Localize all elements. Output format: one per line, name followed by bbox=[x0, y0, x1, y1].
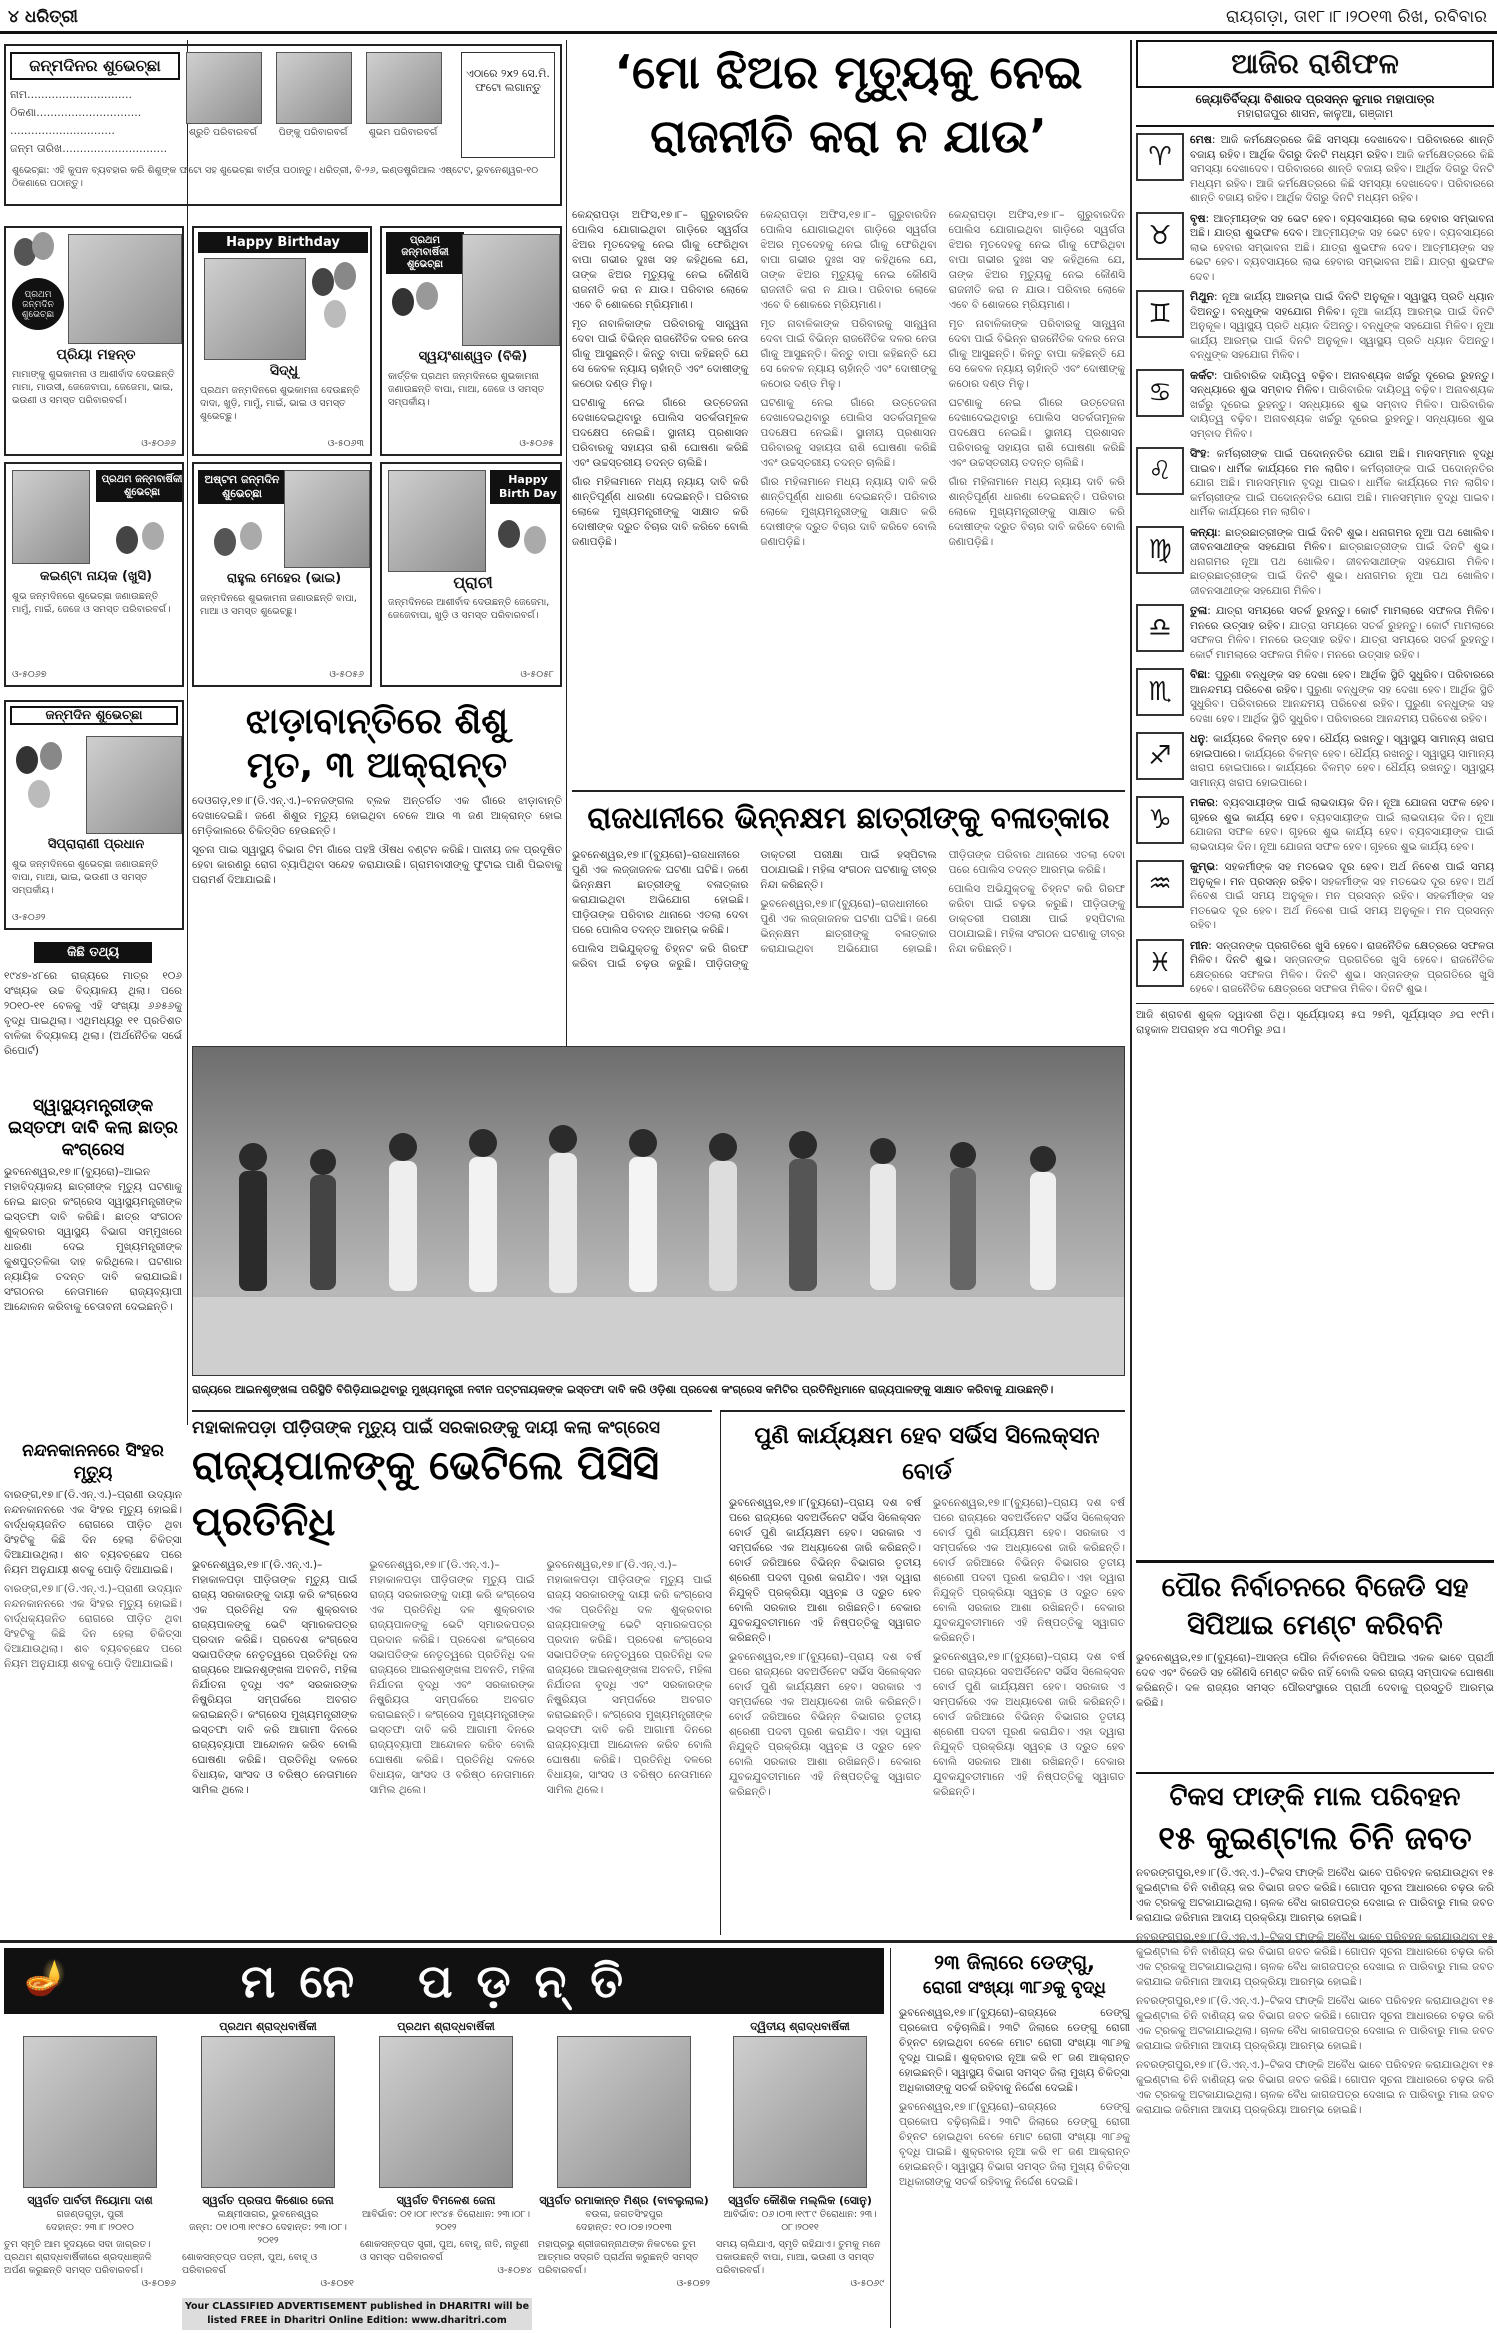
zodiac-entry: ♑ ମକର: ବ୍ୟବସାୟୀଙ୍କ ପାଇଁ ଲାଭଦାୟକ ଦିନ। ନୂଆ ଯୋଜନା ସଫଳ ହେବ। ଗୃହରେ ଶୁଭ କାର୍ଯ୍ୟ ହେବ। ବ୍ୟବସାୟୀଙ୍କ ପାଇଁ ଲାଭଦାୟକ ଦିନ। ନୂଆ ଯୋଜନା ସଫଳ ହେବ। ଗୃହରେ ଶୁଭ କାର୍ଯ୍ୟ ହେବ। ବ୍ୟବସାୟୀଙ୍କ ପାଇଁ ଲାଭଦାୟକ ଦିନ। ନୂଆ ଯୋଜନା ସଫଳ ହେବ। ଗୃହରେ ଶୁଭ କାର୍ଯ୍ୟ ହେବ। bbox=[1136, 796, 1494, 854]
child-name: କଇଣ୍ଟା ନାୟକ (ଖୁସି) bbox=[39, 569, 153, 584]
facts-box bbox=[4, 942, 182, 1092]
birthday-ad bbox=[4, 226, 184, 456]
zodiac-text: ଆଜି କର୍ମକ୍ଷେତ୍ରରେ କିଛି ସମସ୍ୟା ଦେଖାଦେବ। ପରିବାରରେ ଶାନ୍ତି ବଜାୟ ରହିବ। ଆର୍ଥିକ ଦିଗରୁ ଦିନଟି ମଧ୍ୟମ ରହିବ। bbox=[1190, 177, 1494, 204]
zodiac-text: ଆତ୍ମୀୟଙ୍କ ସହ ଭେଟ ହେବ। ବ୍ୟବସାୟରେ ଲାଭ ହେବାର ସମ୍ଭାବନା ଅଛି। ଯାତ୍ରା ଶୁଭଫଳ ଦେବ। bbox=[1190, 241, 1494, 283]
story-headline: ୧୫ କୁଇଣ୍ଟାଲ ଚିନି ଜବତ bbox=[1158, 1819, 1472, 1857]
memorial-note: ଶୋକସନ୍ତପ୍ତ ପତ୍ନୀ, ପୁଅ, ବୋହୂ ଓ ପରିବାରବର୍ଗ bbox=[182, 2252, 318, 2276]
memorial-date: ଦେହାନ୍ତ: ୨୩।୮।୨୦୧୦ bbox=[46, 2222, 134, 2233]
balloon-icon bbox=[240, 522, 262, 550]
child-photo bbox=[388, 470, 486, 572]
story-ssb bbox=[720, 1410, 1125, 1935]
photo-caption: ରାଜ୍ୟରେ ଆଇନଶୃଙ୍ଖଳା ପରିସ୍ଥିତି ବିଗିଡ଼ିଯାଇଥିବାରୁ ମୁଖ୍ୟମନ୍ତ୍ରୀ ନବୀନ ପଟ୍ଟନାୟକଙ୍କ ଇସ୍ତଫା ଦାବି କରି ଓଡ଼ିଶା ପ୍ରଦେଶ କଂଗ୍ରେସ କମିଟିର ପ୍ରତିନିଧିମାନେ ରାଜ୍ୟପାଳଙ୍କୁ ସାକ୍ଷାତ କରିବାକୁ ଯାଉଛନ୍ତି। bbox=[192, 1383, 1054, 1396]
zodiac-name: ମୀନ bbox=[1190, 938, 1209, 952]
balloon-icon bbox=[116, 526, 138, 554]
child-name: ସିଦ୍ଧୁ bbox=[269, 363, 299, 379]
zodiac-name: ଧନୁ bbox=[1190, 732, 1206, 745]
birthday-banner: ପ୍ରଥମ ଜନ୍ମଦିନ ଶୁଭେଚ୍ଛା bbox=[12, 278, 64, 330]
child-photo bbox=[12, 470, 90, 564]
zodiac-text: ଯାତ୍ରା ସମୟରେ ସତର୍କ ରୁହନ୍ତୁ। କୋର୍ଟ ମାମଲାରେ ସଫଳତା ମିଳିବ। ମନରେ ଉତ୍ସାହ ରହିବ। bbox=[1190, 634, 1494, 661]
aquarius-icon: ♒ bbox=[1136, 860, 1184, 908]
story-paragraph: ଘଟଣାକୁ ନେଇ ଗାଁରେ ଉତ୍ତେଜନା ଦେଖାଦେଇଥିବାରୁ ପୋଲିସ ସତର୍କତାମୂଳକ ପଦକ୍ଷେପ ନେଇଛି। ସ୍ଥାନୀୟ ପ୍ରଶାସନ ପରିବାରକୁ ସହାୟତା ରାଶି ଘୋଷଣା କରିଛି ଏବଂ ଉଚ୍ଚସ୍ତରୀୟ ତଦନ୍ତ ଚାଲିଛି। bbox=[572, 397, 749, 469]
child-photo bbox=[86, 736, 182, 834]
sample-caption: ଶୁଭମ ପରିବାରବର୍ଗ bbox=[368, 127, 438, 138]
ad-code: ଓ-୫୦୭୪ bbox=[497, 2265, 532, 2276]
child-photo bbox=[204, 258, 306, 360]
story-headline: ପୁଣି କାର୍ଯ୍ୟକ୍ଷମ ହେବ ସର୍ଭିସ ସିଲେକ୍ସନ ବୋର୍ଡ bbox=[754, 1423, 1100, 1485]
zodiac-text: ଯାତ୍ରା ସମୟରେ ସତର୍କ ରୁହନ୍ତୁ। କୋର୍ଟ ମାମଲାରେ ସଫଳତା ମିଳିବ। ମନରେ ଉତ୍ସାହ ରହିବ। bbox=[1190, 605, 1494, 632]
aries-icon: ♈ bbox=[1136, 133, 1184, 181]
story-headline: ଟିକସ ଫାଙ୍କି ମାଲ ପରିବହନ bbox=[1169, 1782, 1461, 1812]
ad-code: ଓ-୫୦୬୨ bbox=[12, 912, 46, 923]
memorial-place: ଗଜଣ୍ଡଗୁଡ଼ା, ପୁରୀ bbox=[56, 2209, 124, 2220]
zodiac-name: କନ୍ୟା bbox=[1190, 525, 1218, 539]
sample-photo bbox=[186, 52, 262, 124]
capricorn-icon: ♑ bbox=[1136, 796, 1184, 844]
column-rule bbox=[1130, 40, 1132, 1920]
memorial-note: ଶୋକସନ୍ତପ୍ତ ସ୍ତ୍ରୀ, ପୁଅ, ବୋହୂ, ନାତି, ନାତୁଣୀ ଓ ସମସ୍ତ ପରିବାରବର୍ଗ bbox=[360, 2239, 529, 2263]
story-body: ଭୁବନେଶ୍ୱର,୧୭।୮(ବ୍ୟୁରୋ)–ଆଇନ ମହାବିଦ୍ୟାଳୟ ଛାତ୍ରୀଙ୍କ ମୃତ୍ୟୁ ଘଟଣାକୁ ନେଇ ଛାତ୍ର କଂଗ୍ରେସ ସ୍ୱାସ୍ଥ୍ୟମନ୍ତ୍ରୀଙ୍କ ଇସ୍ତଫା ଦାବି କରିଛି। ଛାତ୍ର ସଂଗଠନ ଶୁକ୍ରବାର ସ୍ୱାସ୍ଥ୍ୟ ବିଭାଗ ସମ୍ମୁଖରେ ଧାରଣା ଦେଇ ମୁଖ୍ୟମନ୍ତ୍ରୀଙ୍କ କୁଶପୁତ୍ତଳିକା ଦାହ କରିଥିଲେ। ଘଟଣାର ନ୍ୟାୟିକ ତଦନ୍ତ ଦାବି କରାଯାଇଛି। ସଂଗଠନର ନେତାମାନେ ରାଜ୍ୟବ୍ୟାପୀ ଆନ୍ଦୋଳନ କରିବାକୁ ଚେତାବନୀ ଦେଇଛନ୍ତି। bbox=[4, 1166, 182, 1313]
story-pcc bbox=[192, 1410, 712, 1935]
zodiac-name: ବୃଷ bbox=[1190, 211, 1206, 225]
birthday-ad bbox=[380, 462, 562, 687]
birthday-banner: ପ୍ରଥମ ଜନ୍ମବାର୍ଷିକୀ ଶୁଭେଚ୍ଛା bbox=[96, 470, 184, 502]
balloon-icon bbox=[324, 300, 346, 328]
zodiac-text: ଛାତ୍ରଛାତ୍ରୀଙ୍କ ପାଇଁ ଦିନଟି ଶୁଭ। ଧନାଗମର ନୂଆ ପଥ ଖୋଲିବ। ଜୀବନସାଥୀଙ୍କ ସହଯୋଗ ମିଳିବ। bbox=[1190, 570, 1494, 597]
birthday-ad bbox=[192, 226, 372, 456]
memorial-place: ଲକ୍ଷ୍ମୀସାଗର, ଭୁବନେଶ୍ୱର bbox=[217, 2209, 319, 2220]
story-capital-crime bbox=[572, 790, 1125, 1040]
ad-code: ଓ-୫୦୫୮ bbox=[520, 669, 554, 680]
child-name: ସିପ୍ରାରାଣୀ ପ୍ରଧାନ bbox=[47, 837, 145, 852]
ad-code: ଓ-୫୦୬୭ bbox=[12, 669, 47, 680]
zodiac-name: କର୍କଟ bbox=[1190, 368, 1214, 382]
child-name: ସ୍ୱୟଂଶାଶ୍ୱତ (ବିକି) bbox=[418, 349, 528, 364]
zodiac-text: କାର୍ଯ୍ୟରେ ବିଳମ୍ବ ହେବ। ଧୈର୍ଯ୍ୟ ରଖନ୍ତୁ। ସ୍ୱାସ୍ଥ୍ୟ ସାମାନ୍ୟ ଖରାପ ହୋଇପାରେ। bbox=[1190, 733, 1494, 760]
portrait-photo bbox=[23, 2036, 157, 2188]
story-headline: ସ୍ୱାସ୍ଥ୍ୟମନ୍ତ୍ରୀଙ୍କ ଇସ୍ତଫା ଦାବି କଲା ଛାତ୍ର କଂଗ୍ରେସ bbox=[8, 1096, 178, 1160]
memorial-date: ଆବିର୍ଭାବ: ୦୧।୦୮।୧୯୪୫ ତିରୋଧାନ: ୨୩।୦୮।୨୦୧୨ bbox=[362, 2209, 530, 2233]
story-headline: ଝାଡ଼ାବାନ୍ତିରେ ଶିଶୁ bbox=[245, 701, 509, 742]
balloon-icon bbox=[312, 268, 334, 296]
story-headline: ରୋଗୀ ସଂଖ୍ୟା ୩୮୬କୁ ବୃଦ୍ଧି bbox=[923, 1978, 1106, 1998]
gemini-icon: ♊ bbox=[1136, 290, 1184, 338]
ad-code: ଓ-୫୦୭୧ bbox=[320, 2278, 354, 2289]
zodiac-text: ପୁରୁଣା ବନ୍ଧୁଙ୍କ ସହ ଦେଖା ହେବ। ଆର୍ଥିକ ସ୍ଥିତି ସୁଧୁରିବ। ପରିବାରରେ ଆନନ୍ଦମୟ ପରିବେଶ ରହିବ। bbox=[1190, 683, 1494, 710]
zodiac-name: କୁମ୍ଭ bbox=[1190, 860, 1216, 873]
ad-blurb: ଶୁଭ ଜନ୍ମଦିନରେ ଶୁଭେଚ୍ଛା ଜଣାଉଛନ୍ତି ବାପା, ମାଆ, ଭାଇ, ଭଉଣୀ ଓ ସମସ୍ତ ସମ୍ପର୍କୀୟ। bbox=[12, 859, 159, 896]
zodiac-text: ଆଜି କର୍ମକ୍ଷେତ୍ରରେ କିଛି ସମସ୍ୟା ଦେଖାଦେବ। ପରିବାରରେ ଶାନ୍ତି ବଜାୟ ରହିବ। ଆର୍ଥିକ ଦିଗରୁ ଦିନଟି ମଧ୍ୟମ ରହିବ। bbox=[1190, 134, 1494, 161]
zodiac-text: ସହକର୍ମୀଙ୍କ ସହ ମତଭେଦ ଦୂର ହେବ। ଅର୍ଥ ନିବେଶ ପାଇଁ ସମୟ ଅନୁକୂଳ। ମନ ପ୍ରସନ୍ନ ରହିବ। bbox=[1190, 875, 1494, 902]
child-name: ପ୍ରାଚୀ bbox=[453, 573, 493, 592]
classified-note bbox=[182, 2298, 532, 2330]
story-paragraph: ଗାଁର ମହିଳାମାନେ ମଧ୍ୟ ନ୍ୟାୟ ଦାବି କରି ଶାନ୍ତିପୂର୍ଣ୍ଣ ଧାରଣା ଦେଇଛନ୍ତି। ପରିବାର ଲୋକେ ମୁଖ୍ୟମନ୍ତ୍ରୀଙ୍କୁ ସାକ୍ଷାତ କରି ଦୋଷୀଙ୍କ ଦ୍ରୁତ ବିଚାର ଦାବି କରିବେ ବୋଲି ଜଣାପଡ଼ିଛି। bbox=[948, 476, 1125, 548]
story-paragraph: ଭୁବନେଶ୍ୱର,୧୭।୮(ଡି.ଏନ୍.ଏ.)–ମହାକାଳପଡ଼ା ପୀଡ଼ିତାଙ୍କ ମୃତ୍ୟୁ ପାଇଁ ରାଜ୍ୟ ସରକାରଙ୍କୁ ଦାୟୀ କରି କଂଗ୍ରେସ ଏକ ପ୍ରତିନିଧି ଦଳ ଶୁକ୍ରବାର ରାଜ୍ୟପାଳଙ୍କୁ ଭେଟି ସ୍ମାରକପତ୍ର ପ୍ରଦାନ କରିଛି। ପ୍ରଦେଶ କଂଗ୍ରେସ ସଭାପତିଙ୍କ ନେତୃତ୍ୱରେ ପ୍ରତିନିଧି ଦଳ ରାଜ୍ୟରେ ଆଇନଶୃଙ୍ଖଳା ଅବନତି, ମହିଳା ନିର୍ଯାତନା ବୃଦ୍ଧି ଏବଂ ସରକାରଙ୍କ ନିଷ୍କ୍ରିୟତା ସମ୍ପର୍କରେ ଅବଗତ କରାଇଛନ୍ତି। କଂଗ୍ରେସ ମୁଖ୍ୟମନ୍ତ୍ରୀଙ୍କ ଇସ୍ତଫା ଦାବି କରି ଆଗାମୀ ଦିନରେ ରାଜ୍ୟବ୍ୟାପୀ ଆନ୍ଦୋଳନ କରିବ ବୋଲି ଘୋଷଣା କରିଛି। ପ୍ରତିନିଧି ଦଳରେ ବିଧାୟକ, ସାଂସଦ ଓ ବରିଷ୍ଠ ନେତାମାନେ ସାମିଲ ଥିଲେ। bbox=[192, 1559, 358, 1796]
coupon-title: ଜନ୍ମଦିନର ଶୁଭେଚ୍ଛା bbox=[10, 52, 180, 80]
story-headline: ରାଜଧାନୀରେ ଭିନ୍ନକ୍ଷମ ଛାତ୍ରୀଙ୍କୁ ବଳାତ୍କାର bbox=[587, 801, 1110, 836]
ad-code: ଓ-୫୦୬୩ bbox=[327, 438, 364, 449]
ad-blurb: ଶୁଭ ଜନ୍ମଦିନରେ ଶୁଭେଚ୍ଛା ଜଣାଉଛନ୍ତି ମାମୁଁ, ମାଇଁ, ଜେଜେ ଓ ସମସ୍ତ ପରିବାରବର୍ଗ। bbox=[12, 591, 171, 615]
balloon-icon bbox=[214, 528, 236, 556]
facts-body: ୧୯୪୭-୪୮ରେ ରାଜ୍ୟରେ ମାତ୍ର ୧୦୬ ସଂଖ୍ୟକ ଉଚ୍ଚ ବିଦ୍ୟାଳୟ ଥିଲା। ପରେ ୨୦୧୦-୧୧ ବେଳକୁ ଏହି ସଂଖ୍ୟା ୬୬୫୬କୁ ବୃଦ୍ଧି ପାଇଥିଲା। ଏଥିମଧ୍ୟରୁ ୧୧ ପ୍ରତିଶତ ବାଳିକା ବିଦ୍ୟାଳୟ ଥିଲା। (ଅର୍ଥନୈତିକ ସର୍ଭେ ରିପୋର୍ଟ) bbox=[4, 970, 182, 1057]
balloon-icon bbox=[498, 520, 520, 548]
story-headline: ୨୩ ଜିଲାରେ ଡେଙ୍ଗୁ, bbox=[934, 1950, 1095, 1974]
story-paragraph: ମୃତ ନାବାଳିକାଙ୍କ ପରିବାରକୁ ସାନ୍ତ୍ୱନା ଦେବା ପାଇଁ ବିଭିନ୍ନ ରାଜନୈତିକ ଦଳର ନେତା ଗାଁକୁ ଆସୁଛନ୍ତି। କିନ୍ତୁ ବାପା କହିଛନ୍ତି ଯେ ସେ କେବଳ ନ୍ୟାୟ ଚାହାଁନ୍ତି ଏବଂ ଦୋଷୀଙ୍କୁ କଠୋର ଦଣ୍ଡ ମିଳୁ। bbox=[572, 318, 749, 390]
child-photo bbox=[462, 234, 560, 346]
memorial-name: ସ୍ୱର୍ଗତ ରମାକାନ୍ତ ମିଶ୍ର (ବାବଲୁଲାଲ) bbox=[539, 2194, 709, 2207]
birthday-ad bbox=[4, 462, 184, 687]
balloon-icon bbox=[142, 522, 164, 550]
child-name: ପ୍ରିୟା ମହନ୍ତ bbox=[56, 347, 136, 363]
zodiac-text: ପୁରୁଣା ବନ୍ଧୁଙ୍କ ସହ ଦେଖା ହେବ। ଆର୍ଥିକ ସ୍ଥିତି ସୁଧୁରିବ। ପରିବାରରେ ଆନନ୍ଦମୟ ପରିବେଶ ରହିବ। bbox=[1190, 669, 1494, 696]
zodiac-text: ନୂଆ କାର୍ଯ୍ୟ ଆରମ୍ଭ ପାଇଁ ଦିନଟି ଅନୁକୂଳ। ସ୍ୱାସ୍ଥ୍ୟ ପ୍ରତି ଧ୍ୟାନ ଦିଅନ୍ତୁ। ବନ୍ଧୁଙ୍କ ସହଯୋଗ ମିଳିବ। bbox=[1190, 305, 1494, 332]
story-paragraph: ଭୁବନେଶ୍ୱର,୧୭।୮(ବ୍ୟୁରୋ)–ରାଜ୍ୟରେ ଡେଙ୍ଗୁ ପ୍ରକୋପ ବଢ଼ିଚାଲିଛି। ୨୩ଟି ଜିଲାରେ ଡେଙ୍ଗୁ ରୋଗୀ ଚିହ୍ନଟ ହୋଇଥିବା ବେଳେ ମୋଟ ରୋଗୀ ସଂଖ୍ୟା ୩୮୬କୁ ବୃଦ୍ଧି ପାଇଛି। ଶୁକ୍ରବାର ନୂଆ କରି ୧୮ ଜଣ ଆକ୍ରାନ୍ତ ହୋଇଛନ୍ତି। ସ୍ୱାସ୍ଥ୍ୟ ବିଭାଗ ସମସ୍ତ ଜିଲା ମୁଖ୍ୟ ଚିକିତ୍ସା ଅଧିକାରୀଙ୍କୁ ସତର୍କ ରହିବାକୁ ନିର୍ଦ୍ଦେଶ ଦେଇଛି। bbox=[899, 2007, 1130, 2094]
zodiac-entry: ♏ ବିଛା: ପୁରୁଣା ବନ୍ଧୁଙ୍କ ସହ ଦେଖା ହେବ। ଆର୍ଥିକ ସ୍ଥିତି ସୁଧୁରିବ। ପରିବାରରେ ଆନନ୍ଦମୟ ପରିବେଶ ରହିବ। ପୁରୁଣା ବନ୍ଧୁଙ୍କ ସହ ଦେଖା ହେବ। ଆର୍ଥିକ ସ୍ଥିତି ସୁଧୁରିବ। ପରିବାରରେ ଆନନ୍ଦମୟ ପରିବେଶ ରହିବ। ପୁରୁଣା ବନ୍ଧୁଙ୍କ ସହ ଦେଖା ହେବ। ଆର୍ଥିକ ସ୍ଥିତି ସୁଧୁରିବ। ପରିବାରରେ ଆନନ୍ଦମୟ ପରିବେଶ ରହିବ। bbox=[1136, 668, 1494, 726]
balloon-icon bbox=[524, 526, 546, 554]
zodiac-entry: ♓ ମୀନ: ସନ୍ତାନଙ୍କ ପ୍ରଗତିରେ ଖୁସି ହେବେ। ରାଜନୈତିକ କ୍ଷେତ୍ରରେ ସଫଳତା ମିଳିବ। ଦିନଟି ଶୁଭ। ସନ୍ତାନଙ୍କ ପ୍ରଗତିରେ ଖୁସି ହେବେ। ରାଜନୈତିକ କ୍ଷେତ୍ରରେ ସଫଳତା ମିଳିବ। ଦିନଟି ଶୁଭ। ସନ୍ତାନଙ୍କ ପ୍ରଗତିରେ ଖୁସି ହେବେ। ରାଜନୈତିକ କ୍ଷେତ୍ରରେ ସଫଳତା ମିଳିବ। ଦିନଟି ଶୁଭ। bbox=[1136, 939, 1494, 997]
ad-blurb: ଜନ୍ମଦିନରେ ଶୁଭକାମନା ଜଣାଉଛନ୍ତି ବାପା, ମାଆ ଓ ସମସ୍ତ ଶୁଭେଚ୍ଛୁ। bbox=[200, 593, 357, 617]
zodiac-entry: ♌ ସିଂହ: କର୍ମଚାରୀଙ୍କ ପାଇଁ ପଦୋନ୍ନତିର ଯୋଗ ଅଛି। ମାନସମ୍ମାନ ବୃଦ୍ଧି ପାଇବ। ଧାର୍ମିକ କାର୍ଯ୍ୟରେ ମନ ଲାଗିବ। କର୍ମଚାରୀଙ୍କ ପାଇଁ ପଦୋନ୍ନତିର ଯୋଗ ଅଛି। ମାନସମ୍ମାନ ବୃଦ୍ଧି ପାଇବ। ଧାର୍ମିକ କାର୍ଯ୍ୟରେ ମନ ଲାଗିବ। କର୍ମଚାରୀଙ୍କ ପାଇଁ ପଦୋନ୍ନତିର ଯୋଗ ଅଛି। ମାନସମ୍ମାନ ବୃଦ୍ଧି ପାଇବ। ଧାର୍ମିକ କାର୍ଯ୍ୟରେ ମନ ଲାଗିବ। bbox=[1136, 447, 1494, 520]
zodiac-entry: ♋ କର୍କଟ: ପାରିବାରିକ ଦାୟିତ୍ୱ ବଢ଼ିବ। ଅନାବଶ୍ୟକ ଖର୍ଚ୍ଚରୁ ଦୂରେଇ ରୁହନ୍ତୁ। ସନ୍ଧ୍ୟାରେ ଶୁଭ ସମ୍ବାଦ ମିଳିବ। ପାରିବାରିକ ଦାୟିତ୍ୱ ବଢ଼ିବ। ଅନାବଶ୍ୟକ ଖର୍ଚ୍ଚରୁ ଦୂରେଇ ରୁହନ୍ତୁ। ସନ୍ଧ୍ୟାରେ ଶୁଭ ସମ୍ବାଦ ମିଳିବ। ପାରିବାରିକ ଦାୟିତ୍ୱ ବଢ଼ିବ। ଅନାବଶ୍ୟକ ଖର୍ଚ୍ଚରୁ ଦୂରେଇ ରୁହନ୍ତୁ। ସନ୍ଧ୍ୟାରେ ଶୁଭ ସମ୍ବାଦ ମିଳିବ। bbox=[1136, 369, 1494, 442]
story-headline: ରାଜ୍ୟପାଳଙ୍କୁ ଭେଟିଲେ ପିସିସି ପ୍ରତିନିଧି bbox=[192, 1443, 660, 1545]
zodiac-entry: ♉ ବୃଷ: ଆତ୍ମୀୟଙ୍କ ସହ ଭେଟ ହେବ। ବ୍ୟବସାୟରେ ଲାଭ ହେବାର ସମ୍ଭାବନା ଅଛି। ଯାତ୍ରା ଶୁଭଫଳ ଦେବ। ଆତ୍ମୀୟଙ୍କ ସହ ଭେଟ ହେବ। ବ୍ୟବସାୟରେ ଲାଭ ହେବାର ସମ୍ଭାବନା ଅଛି। ଯାତ୍ରା ଶୁଭଫଳ ଦେବ। ଆତ୍ମୀୟଙ୍କ ସହ ଭେଟ ହେବ। ବ୍ୟବସାୟରେ ଲାଭ ହେବାର ସମ୍ଭାବନା ଅଛି। ଯାତ୍ରା ଶୁଭଫଳ ଦେବ। bbox=[1136, 212, 1494, 285]
zodiac-entry: ♈ ମେଷ: ଆଜି କର୍ମକ୍ଷେତ୍ରରେ କିଛି ସମସ୍ୟା ଦେଖାଦେବ। ପରିବାରରେ ଶାନ୍ତି ବଜାୟ ରହିବ। ଆର୍ଥିକ ଦିଗରୁ ଦିନଟି ମଧ୍ୟମ ରହିବ। ଆଜି କର୍ମକ୍ଷେତ୍ରରେ କିଛି ସମସ୍ୟା ଦେଖାଦେବ। ପରିବାରରେ ଶାନ୍ତି ବଜାୟ ରହିବ। ଆର୍ଥିକ ଦିଗରୁ ଦିନଟି ମଧ୍ୟମ ରହିବ। ଆଜି କର୍ମକ୍ଷେତ୍ରରେ କିଛି ସମସ୍ୟା ଦେଖାଦେବ। ପରିବାରରେ ଶାନ୍ତି ବଜାୟ ରହିବ। ଆର୍ଥିକ ଦିଗରୁ ଦିନଟି ମଧ୍ୟମ ରହିବ। bbox=[1136, 133, 1494, 206]
story-paragraph: ବାରଙ୍ଗ,୧୭।୮(ଡି.ଏନ୍.ଏ.)–ପ୍ରାଣୀ ଉଦ୍ୟାନ ନନ୍ଦନକାନନରେ ଏକ ସିଂହର ମୃତ୍ୟୁ ହୋଇଛି। ବାର୍ଦ୍ଧକ୍ୟଜନିତ ରୋଗରେ ପୀଡ଼ିତ ଥିବା ସିଂହଟିକୁ କିଛି ଦିନ ହେଲା ଚିକିତ୍ସା ଦିଆଯାଉଥିଲା। ଶବ ବ୍ୟବଚ୍ଛେଦ ପରେ ନିୟମ ଅନୁଯାୟୀ ଶବକୁ ପୋଡ଼ି ଦିଆଯାଇଛି। bbox=[4, 1583, 182, 1670]
ad-blurb: କାର୍ତ୍ତିକ ପ୍ରଥମ ଜନ୍ମଦିନରେ ଶୁଭକାମନା ଜଣାଉଛନ୍ତି ବାପା, ମାଆ, ଜେଜେ ଓ ସମସ୍ତ ସମ୍ପର୍କୀୟ। bbox=[388, 371, 545, 408]
portrait-photo bbox=[379, 2036, 513, 2188]
zodiac-text: ଆତ୍ମୀୟଙ୍କ ସହ ଭେଟ ହେବ। ବ୍ୟବସାୟରେ ଲାଭ ହେବାର ସମ୍ଭାବନା ଅଛି। ଯାତ୍ରା ଶୁଭଫଳ ଦେବ। bbox=[1190, 212, 1494, 239]
portrait-photo bbox=[201, 2036, 335, 2188]
story-students-congress bbox=[4, 1095, 182, 1435]
zodiac-text: କର୍ମଚାରୀଙ୍କ ପାଇଁ ପଦୋନ୍ନତିର ଯୋଗ ଅଛି। ମାନସମ୍ମାନ ବୃଦ୍ଧି ପାଇବ। ଧାର୍ମିକ କାର୍ଯ୍ୟରେ ମନ ଲାଗିବ। bbox=[1190, 448, 1494, 475]
story-paragraph: ସୂଚନା ପାଇ ସ୍ୱାସ୍ଥ୍ୟ ବିଭାଗ ଟିମ ଗାଁରେ ପହଞ୍ଚି ଔଷଧ ବଣ୍ଟନ କରିଛି। ପାନୀୟ ଜଳ ପ୍ରଦୂଷିତ ହେବା କାରଣରୁ ରୋଗ ବ୍ୟାପିଥିବା ସନ୍ଦେହ କରାଯାଉଛି। ଗ୍ରାମବାସୀଙ୍କୁ ଫୁଟାଇ ପାଣି ପିଇବାକୁ ପରାମର୍ଶ ଦିଆଯାଇଛି। bbox=[192, 844, 562, 886]
memorial-label bbox=[538, 2020, 710, 2036]
zodiac-entry: ♍ କନ୍ୟା: ଛାତ୍ରଛାତ୍ରୀଙ୍କ ପାଇଁ ଦିନଟି ଶୁଭ। ଧନାଗମର ନୂଆ ପଥ ଖୋଲିବ। ଜୀବନସାଥୀଙ୍କ ସହଯୋଗ ମିଳିବ। ଛାତ୍ରଛାତ୍ରୀଙ୍କ ପାଇଁ ଦିନଟି ଶୁଭ। ଧନାଗମର ନୂଆ ପଥ ଖୋଲିବ। ଜୀବନସାଥୀଙ୍କ ସହଯୋଗ ମିଳିବ। ଛାତ୍ରଛାତ୍ରୀଙ୍କ ପାଇଁ ଦିନଟି ଶୁଭ। ଧନାଗମର ନୂଆ ପଥ ଖୋଲିବ। ଜୀବନସାଥୀଙ୍କ ସହଯୋଗ ମିଳିବ। bbox=[1136, 526, 1494, 599]
horoscope bbox=[1136, 40, 1494, 1560]
birthday-coupon bbox=[4, 44, 562, 206]
story-dengue bbox=[890, 1948, 1130, 2328]
ad-blurb: ପ୍ରଥମ ଜନ୍ମଦିନରେ ଶୁଭକାମନା ଦେଉଛନ୍ତି ଦାଦା, ଖୁଡ଼ି, ମାମୁଁ, ମାଇଁ, ଭାଇ ଓ ସମସ୍ତ ଶୁଭେଚ୍ଛୁ। bbox=[200, 385, 360, 422]
ad-code: ଓ-୫୦୭୬ bbox=[141, 2278, 176, 2289]
story-headline: ମୃତ, ୩ ଆକ୍ରାନ୍ତ bbox=[246, 745, 508, 786]
memorial-date: ଜନ୍ମ: ୦୧।୦୩।୧୯୫୦ ଦେହାନ୍ତ: ୨୩।୦୮।୨୦୧୨ bbox=[189, 2222, 347, 2246]
child-photo bbox=[68, 234, 182, 344]
memorial-name: ସ୍ୱର୍ଗତ ବିମଳେଶ ଜେନା bbox=[396, 2194, 496, 2207]
page-label: ୪ ଧରିତ୍ରୀ bbox=[8, 7, 78, 27]
zodiac-text: ନୂଆ କାର୍ଯ୍ୟ ଆରମ୍ଭ ପାଇଁ ଦିନଟି ଅନୁକୂଳ। ସ୍ୱାସ୍ଥ୍ୟ ପ୍ରତି ଧ୍ୟାନ ଦିଅନ୍ତୁ। ବନ୍ଧୁଙ୍କ ସହଯୋଗ ମିଳିବ। bbox=[1190, 320, 1494, 361]
story-paragraph: ପୋଲିସ ଅଭିଯୁକ୍ତକୁ ଚିହ୍ନଟ କରି ଗିରଫ କରିବା ପାଇଁ ଚଢ଼ଉ କରୁଛି। ପୀଡ଼ିତାଙ୍କୁ ଡାକ୍ତରୀ ପରୀକ୍ଷା ପାଇଁ ହସ୍ପିଟାଲ ପଠାଯାଇଛି। ମହିଳା ସଂଗଠନ ଘଟଣାକୁ ତୀବ୍ର ନିନ୍ଦା କରିଛନ୍ତି। bbox=[948, 883, 1125, 955]
zodiac-text: କର୍ମଚାରୀଙ୍କ ପାଇଁ ପଦୋନ୍ନତିର ଯୋଗ ଅଛି। ମାନସମ୍ମାନ ବୃଦ୍ଧି ପାଇବ। ଧାର୍ମିକ କାର୍ଯ୍ୟରେ ମନ ଲାଗିବ। bbox=[1190, 491, 1494, 518]
story-paragraph: କେନ୍ଦ୍ରାପଡ଼ା ଅଫିସ,୧୭।୮– ଗୁରୁବାରଦିନ ପୋଲିସ ଯୋଗାଇଥିବା ଗାଡ଼ିରେ ସ୍ୱର୍ଗତା ଝିଅର ମୃତଦେହକୁ ନେଇ ଗାଁକୁ ଫେରିଥିବା ବାପା ଗଭୀର ଦୁଃଖ ସହ କହିଥିଲେ ଯେ, ତାଙ୍କ ଝିଅର ମୃତ୍ୟୁକୁ ନେଇ କୌଣସି ରାଜନୀତି କରା ନ ଯାଉ। ପରିବାର ଲୋକେ ଏବେ ବି ଶୋକରେ ମ୍ରିୟମାଣ। bbox=[948, 209, 1125, 311]
birthday-banner: ଅଷ୍ଟମ ଜନ୍ମଦିନ ଶୁଭେଚ୍ଛା bbox=[198, 470, 286, 504]
memorial-name: ସ୍ୱର୍ଗତ ପାର୍ବତୀ ନିୟୋମା ଦାଶ bbox=[27, 2194, 153, 2207]
zodiac-text: ପାରିବାରିକ ଦାୟିତ୍ୱ ବଢ଼ିବ। ଅନାବଶ୍ୟକ ଖର୍ଚ୍ଚରୁ ଦୂରେଇ ରୁହନ୍ତୁ। ସନ୍ଧ୍ୟାରେ ଶୁଭ ସମ୍ବାଦ ମିଳିବ। bbox=[1190, 369, 1494, 396]
memorial-label: ଦ୍ୱିତୀୟ ଶ୍ରାଦ୍ଧବାର୍ଷିକୀ bbox=[750, 2020, 850, 2033]
story-kicker: ମହାକାଳପଡ଼ା ପୀଡ଼ିତାଙ୍କ ମୃତ୍ୟୁ ପାଇଁ ସରକାରଙ୍କୁ ଦାୟୀ କଲା କଂଗ୍ରେସ bbox=[192, 1418, 660, 1438]
story-civic-polls bbox=[1136, 1560, 1494, 1760]
ad-code: ଓ-୫୦୫୬ bbox=[329, 669, 364, 680]
zodiac-text: ନୂଆ କାର୍ଯ୍ୟ ଆରମ୍ଭ ପାଇଁ ଦିନଟି ଅନୁକୂଳ। ସ୍ୱାସ୍ଥ୍ୟ ପ୍ରତି ଧ୍ୟାନ ଦିଅନ୍ତୁ। ବନ୍ଧୁଙ୍କ ସହଯୋଗ ମିଳିବ। bbox=[1190, 291, 1494, 318]
portrait-photo bbox=[557, 2036, 691, 2188]
zodiac-text: ପାରିବାରିକ ଦାୟିତ୍ୱ ବଢ଼ିବ। ଅନାବଶ୍ୟକ ଖର୍ଚ୍ଚରୁ ଦୂରେଇ ରୁହନ୍ତୁ। ସନ୍ଧ୍ୟାରେ ଶୁଭ ସମ୍ବାଦ ମିଳିବ। bbox=[1190, 398, 1494, 440]
memorial-place: ବଉଳା, ଜଗତସିଂହପୁର bbox=[585, 2209, 663, 2220]
zodiac-text: ଆତ୍ମୀୟଙ୍କ ସହ ଭେଟ ହେବ। ବ୍ୟବସାୟରେ ଲାଭ ହେବାର ସମ୍ଭାବନା ଅଛି। ଯାତ୍ରା ଶୁଭଫଳ ଦେବ। bbox=[1190, 227, 1494, 254]
balloon-icon bbox=[416, 282, 438, 310]
sagittarius-icon: ♐ bbox=[1136, 732, 1184, 780]
ad-code: ଓ-୫୦୬୫ bbox=[519, 438, 554, 449]
zodiac-text: ପାରିବାରିକ ଦାୟିତ୍ୱ ବଢ଼ିବ। ଅନାବଶ୍ୟକ ଖର୍ଚ୍ଚରୁ ଦୂରେଇ ରୁହନ୍ତୁ। ସନ୍ଧ୍ୟାରେ ଶୁଭ ସମ୍ବାଦ ମିଳିବ। bbox=[1190, 384, 1494, 411]
memorial-label bbox=[4, 2020, 176, 2036]
zodiac-name: ମେଷ bbox=[1190, 133, 1212, 146]
zodiac-text: ସନ୍ତାନଙ୍କ ପ୍ରଗତିରେ ଖୁସି ହେବେ। ରାଜନୈତିକ କ୍ଷେତ୍ରରେ ସଫଳତା ମିଳିବ। ଦିନଟି ଶୁଭ। bbox=[1190, 939, 1494, 966]
birthday-ad bbox=[4, 700, 184, 930]
ad-blurb: ଜନ୍ମଦିନରେ ଆଶୀର୍ବାଦ ଦେଉଛନ୍ତି ଜେଜେମା, ଜେଜେବାପା, ଖୁଡ଼ି ଓ ସମସ୍ତ ପରିବାରବର୍ଗ। bbox=[388, 597, 550, 621]
memorial-card bbox=[716, 2020, 884, 2330]
story-sugar-seized bbox=[1136, 1772, 1494, 2327]
lead-headline-block bbox=[572, 40, 1125, 200]
horoscope-title: ଆଜିର ରାଶିଫଳ bbox=[1136, 40, 1494, 88]
story-paragraph: ନବରଙ୍ଗପୁର,୧୭।୮(ଡି.ଏନ୍.ଏ.)–ଟିକସ ଫାଙ୍କି ଅବୈଧ ଭାବେ ପରିବହନ କରାଯାଉଥିବା ୧୫ କୁଇଣ୍ଟାଲ ଚିନି ବାଣିଜ୍ୟ କର ବିଭାଗ ଜବତ କରିଛି। ଗୋପନ ସୂଚନା ଆଧାରରେ ଚଢ଼ଉ କରି ଏକ ଟ୍ରକକୁ ଅଟକାଯାଇଥିଲା। ଚାଳକ ବୈଧ କାଗଜପତ୍ର ଦେଖାଇ ନ ପାରିବାରୁ ମାଲ ଜବତ କରାଯାଇ ଜରିମାନା ଆଦାୟ ପ୍ରକ୍ରିୟା ଆରମ୍ଭ ହୋଇଛି। bbox=[1136, 1867, 1494, 1924]
coupon-field[interactable]: ଠିକଣା.............................. bbox=[10, 106, 142, 119]
memorial-card bbox=[4, 2020, 176, 2330]
balloon-icon bbox=[392, 288, 414, 316]
leo-icon: ♌ bbox=[1136, 447, 1184, 495]
story-paragraph: ନବରଙ୍ଗପୁର,୧୭।୮(ଡି.ଏନ୍.ଏ.)–ଟିକସ ଫାଙ୍କି ଅବୈଧ ଭାବେ ପରିବହନ କରାଯାଉଥିବା ୧୫ କୁଇଣ୍ଟାଲ ଚିନି ବାଣିଜ୍ୟ କର ବିଭାଗ ଜବତ କରିଛି। ଗୋପନ ସୂଚନା ଆଧାରରେ ଚଢ଼ଉ କରି ଏକ ଟ୍ରକକୁ ଅଟକାଯାଇଥିଲା। ଚାଳକ ବୈଧ କାଗଜପତ୍ର ଦେଖାଇ ନ ପାରିବାରୁ ମାଲ ଜବତ କରାଯାଇ ଜରିମାନା ଆଦାୟ ପ୍ରକ୍ରିୟା ଆରମ୍ଭ ହୋଇଛି। bbox=[1136, 1931, 1494, 1988]
story-body: ଭୁବନେଶ୍ୱର,୧୭।୮(ବ୍ୟୁରୋ)–ଆସନ୍ତା ପୌର ନିର୍ବାଚନରେ ସିପିଆଇ ଏକକ ଭାବେ ପ୍ରାର୍ଥୀ ଦେବ ଏବଂ ବିଜେଡି ସହ କୌଣସି ମେଣ୍ଟ କରିବ ନାହିଁ ବୋଲି ଦଳର ରାଜ୍ୟ ସମ୍ପାଦକ ଘୋଷଣା କରିଛନ୍ତି। ଦଳ ରାଜ୍ୟର ସମସ୍ତ ପୌରସଂସ୍ଥାରେ ପ୍ରାର୍ଥୀ ଦେବାକୁ ପ୍ରସ୍ତୁତି ଆରମ୍ଭ କରିଛି। bbox=[1136, 1652, 1494, 1709]
memorial-banner bbox=[4, 1948, 884, 2014]
zodiac-text: ସହକର୍ମୀଙ୍କ ସହ ମତଭେଦ ଦୂର ହେବ। ଅର୍ଥ ନିବେଶ ପାଇଁ ସମୟ ଅନୁକୂଳ। ମନ ପ୍ରସନ୍ନ ରହିବ। bbox=[1190, 890, 1494, 931]
story-paragraph: ଭୁବନେଶ୍ୱର,୧୭।୮(ବ୍ୟୁରୋ)–ପ୍ରାୟ ଦଶ ବର୍ଷ ପରେ ରାଜ୍ୟରେ ସବଅର୍ଡିନେଟ ସର୍ଭିସ ସିଲେକ୍ସନ ବୋର୍ଡ ପୁଣି କାର୍ଯ୍ୟକ୍ଷମ ହେବ। ସରକାର ଏ ସମ୍ପର୍କରେ ଏକ ଅଧ୍ୟାଦେଶ ଜାରି କରିଛନ୍ତି। ବୋର୍ଡ ଜରିଆରେ ବିଭିନ୍ନ ବିଭାଗର ତୃତୀୟ ଶ୍ରେଣୀ ପଦବୀ ପୂରଣ କରାଯିବ। ଏହା ଦ୍ୱାରା ନିଯୁକ୍ତି ପ୍ରକ୍ରିୟା ସ୍ୱଚ୍ଛ ଓ ଦ୍ରୁତ ହେବ ବୋଲି ସରକାର ଆଶା ରଖିଛନ୍ତି। ବେକାର ଯୁବକଯୁବତୀମାନେ ଏହି ନିଷ୍ପତ୍ତିକୁ ସ୍ୱାଗତ କରିଛନ୍ତି। bbox=[729, 1497, 921, 1644]
zodiac-text: ଯାତ୍ରା ସମୟରେ ସତର୍କ ରୁହନ୍ତୁ। କୋର୍ଟ ମାମଲାରେ ସଫଳତା ମିଳିବ। ମନରେ ଉତ୍ସାହ ରହିବ। bbox=[1190, 619, 1494, 646]
zodiac-text: ସନ୍ତାନଙ୍କ ପ୍ରଗତିରେ ଖୁସି ହେବେ। ରାଜନୈତିକ କ୍ଷେତ୍ରରେ ସଫଳତା ମିଳିବ। ଦିନଟି ଶୁଭ। bbox=[1190, 954, 1494, 981]
zodiac-text: ପୁରୁଣା ବନ୍ଧୁଙ୍କ ସହ ଦେଖା ହେବ। ଆର୍ଥିକ ସ୍ଥିତି ସୁଧୁରିବ। ପରିବାରରେ ଆନନ୍ଦମୟ ପରିବେଶ ରହିବ। bbox=[1190, 698, 1494, 725]
story-paragraph: ମୃତ ନାବାଳିକାଙ୍କ ପରିବାରକୁ ସାନ୍ତ୍ୱନା ଦେବା ପାଇଁ ବିଭିନ୍ନ ରାଜନୈତିକ ଦଳର ନେତା ଗାଁକୁ ଆସୁଛନ୍ତି। କିନ୍ତୁ ବାପା କହିଛନ୍ତି ଯେ ସେ କେବଳ ନ୍ୟାୟ ଚାହାଁନ୍ତି ଏବଂ ଦୋଷୀଙ୍କୁ କଠୋର ଦଣ୍ଡ ମିଳୁ। bbox=[760, 318, 937, 390]
zodiac-text: ଛାତ୍ରଛାତ୍ରୀଙ୍କ ପାଇଁ ଦିନଟି ଶୁଭ। ଧନାଗମର ନୂଆ ପଥ ଖୋଲିବ। ଜୀବନସାଥୀଙ୍କ ସହଯୋଗ ମିଳିବ। bbox=[1190, 541, 1494, 568]
portrait-photo bbox=[733, 2036, 867, 2188]
virgo-icon: ♍ bbox=[1136, 526, 1184, 574]
memorial-card bbox=[182, 2020, 354, 2330]
story-paragraph: କେନ୍ଦ୍ରାପଡ଼ା ଅଫିସ,୧୭।୮– ଗୁରୁବାରଦିନ ପୋଲିସ ଯୋଗାଇଥିବା ଗାଡ଼ିରେ ସ୍ୱର୍ଗତା ଝିଅର ମୃତଦେହକୁ ନେଇ ଗାଁକୁ ଫେରିଥିବା ବାପା ଗଭୀର ଦୁଃଖ ସହ କହିଥିଲେ ଯେ, ତାଙ୍କ ଝିଅର ମୃତ୍ୟୁକୁ ନେଇ କୌଣସି ରାଜନୀତି କରା ନ ଯାଉ। ପରିବାର ଲୋକେ ଏବେ ବି ଶୋକରେ ମ୍ରିୟମାଣ। bbox=[572, 209, 749, 311]
story-diarrhoea bbox=[192, 700, 562, 955]
zodiac-text: ସହକର୍ମୀଙ୍କ ସହ ମତଭେଦ ଦୂର ହେବ। ଅର୍ଥ ନିବେଶ ପାଇଁ ସମୟ ଅନୁକୂଳ। ମନ ପ୍ରସନ୍ନ ରହିବ। bbox=[1190, 861, 1494, 888]
memorial-title: ମନେ ପଡ଼ନ୍ତି bbox=[240, 1954, 648, 2008]
birthday-ad bbox=[192, 462, 372, 687]
zodiac-text: କାର୍ଯ୍ୟରେ ବିଳମ୍ବ ହେବ। ଧୈର୍ଯ୍ୟ ରଖନ୍ତୁ। ସ୍ୱାସ୍ଥ୍ୟ ସାମାନ୍ୟ ଖରାପ ହୋଇପାରେ। bbox=[1190, 762, 1494, 789]
sample-photo bbox=[366, 52, 442, 124]
zodiac-name: ସିଂହ bbox=[1190, 447, 1207, 460]
birthday-ad bbox=[380, 226, 562, 456]
sample-caption: ପିଙ୍କୁ ପରିବାରବର୍ଗ bbox=[278, 127, 348, 138]
ad-code: ଓ-୫୦୭୨ bbox=[676, 2278, 710, 2289]
almanac-note: ଆଜି ଶ୍ରାବଣ ଶୁକ୍ଳ ଦ୍ୱାଦଶୀ ତିଥି। ସୂର୍ଯ୍ୟୋଦୟ ୫ଘ ୨୭ମି, ସୂର୍ଯ୍ୟାସ୍ତ ୬ଘ ୧୯ମି। ରାହୁକାଳ ଅପରାହ୍ନ ୪ଘ ୩୦ମିରୁ ୬ଘ। bbox=[1136, 1003, 1494, 1038]
birthday-banner: Happy Birth Day bbox=[490, 470, 562, 504]
horoscope-address: ମହାରାଜପୁର ଶାସନ, କାଳୁଆ, ଗଞ୍ଜାମ bbox=[1136, 107, 1494, 127]
zodiac-text: ବ୍ୟବସାୟୀଙ୍କ ପାଇଁ ଲାଭଦାୟକ ଦିନ। ନୂଆ ଯୋଜନା ସଫଳ ହେବ। ଗୃହରେ ଶୁଭ କାର୍ଯ୍ୟ ହେବ। bbox=[1190, 826, 1494, 853]
horoscope-author: ଜ୍ୟୋତିର୍ବିଦ୍ୟା ବିଶାରଦ ପ୍ରସନ୍ନ କୁମାର ମହାପାତ୍ର bbox=[1195, 92, 1435, 106]
news-photo bbox=[192, 1046, 1125, 1376]
zodiac-text: ବ୍ୟବସାୟୀଙ୍କ ପାଇଁ ଲାଭଦାୟକ ଦିନ। ନୂଆ ଯୋଜନା ସଫଳ ହେବ। ଗୃହରେ ଶୁଭ କାର୍ଯ୍ୟ ହେବ। bbox=[1190, 811, 1494, 838]
memorial-card bbox=[538, 2020, 710, 2330]
story-paragraph: ଭୁବନେଶ୍ୱର,୧୭।୮(ଡି.ଏନ୍.ଏ.)–ମହାକାଳପଡ଼ା ପୀଡ଼ିତାଙ୍କ ମୃତ୍ୟୁ ପାଇଁ ରାଜ୍ୟ ସରକାରଙ୍କୁ ଦାୟୀ କରି କଂଗ୍ରେସ ଏକ ପ୍ରତିନିଧି ଦଳ ଶୁକ୍ରବାର ରାଜ୍ୟପାଳଙ୍କୁ ଭେଟି ସ୍ମାରକପତ୍ର ପ୍ରଦାନ କରିଛି। ପ୍ରଦେଶ କଂଗ୍ରେସ ସଭାପତିଙ୍କ ନେତୃତ୍ୱରେ ପ୍ରତିନିଧି ଦଳ ରାଜ୍ୟରେ ଆଇନଶୃଙ୍ଖଳା ଅବନତି, ମହିଳା ନିର୍ଯାତନା ବୃଦ୍ଧି ଏବଂ ସରକାରଙ୍କ ନିଷ୍କ୍ରିୟତା ସମ୍ପର୍କରେ ଅବଗତ କରାଇଛନ୍ତି। କଂଗ୍ରେସ ମୁଖ୍ୟମନ୍ତ୍ରୀଙ୍କ ଇସ୍ତଫା ଦାବି କରି ଆଗାମୀ ଦିନରେ ରାଜ୍ୟବ୍ୟାପୀ ଆନ୍ଦୋଳନ କରିବ ବୋଲି ଘୋଷଣା କରିଛି। ପ୍ରତିନିଧି ଦଳରେ ବିଧାୟକ, ସାଂସଦ ଓ ବରିଷ୍ଠ ନେତାମାନେ ସାମିଲ ଥିଲେ। bbox=[369, 1559, 535, 1796]
memorial-name: ସ୍ୱର୍ଗତ ପ୍ରତାପ କିଶୋର ଜେନା bbox=[202, 2194, 334, 2207]
zodiac-name: ତୁଳା bbox=[1190, 604, 1208, 617]
story-paragraph: ନବରଙ୍ଗପୁର,୧୭।୮(ଡି.ଏନ୍.ଏ.)–ଟିକସ ଫାଙ୍କି ଅବୈଧ ଭାବେ ପରିବହନ କରାଯାଉଥିବା ୧୫ କୁଇଣ୍ଟାଲ ଚିନି ବାଣିଜ୍ୟ କର ବିଭାଗ ଜବତ କରିଛି। ଗୋପନ ସୂଚନା ଆଧାରରେ ଚଢ଼ଉ କରି ଏକ ଟ୍ରକକୁ ଅଟକାଯାଇଥିଲା। ଚାଳକ ବୈଧ କାଗଜପତ୍ର ଦେଖାଇ ନ ପାରିବାରୁ ମାଲ ଜବତ କରାଯାଇ ଜରିମାନା ଆଦାୟ ପ୍ରକ୍ରିୟା ଆରମ୍ଭ ହୋଇଛି। bbox=[1136, 1995, 1494, 2052]
zodiac-text: କର୍ମଚାରୀଙ୍କ ପାଇଁ ପଦୋନ୍ନତିର ଯୋଗ ଅଛି। ମାନସମ୍ମାନ ବୃଦ୍ଧି ପାଇବ। ଧାର୍ମିକ କାର୍ଯ୍ୟରେ ମନ ଲାଗିବ। bbox=[1190, 462, 1494, 489]
zodiac-entry: ♎ ତୁଳା: ଯାତ୍ରା ସମୟରେ ସତର୍କ ରୁହନ୍ତୁ। କୋର୍ଟ ମାମଲାରେ ସଫଳତା ମିଳିବ। ମନରେ ଉତ୍ସାହ ରହିବ। ଯାତ୍ରା ସମୟରେ ସତର୍କ ରୁହନ୍ତୁ। କୋର୍ଟ ମାମଲାରେ ସଫଳତା ମିଳିବ। ମନରେ ଉତ୍ସାହ ରହିବ। ଯାତ୍ରା ସମୟରେ ସତର୍କ ରୁହନ୍ତୁ। କୋର୍ଟ ମାମଲାରେ ସଫଳତା ମିଳିବ। ମନରେ ଉତ୍ସାହ ରହିବ। bbox=[1136, 604, 1494, 662]
story-paragraph: ଭୁବନେଶ୍ୱର,୧୭।୮(ବ୍ୟୁରୋ)–ରାଜ୍ୟରେ ଡେଙ୍ଗୁ ପ୍ରକୋପ ବଢ଼ିଚାଲିଛି। ୨୩ଟି ଜିଲାରେ ଡେଙ୍ଗୁ ରୋଗୀ ଚିହ୍ନଟ ହୋଇଥିବା ବେଳେ ମୋଟ ରୋଗୀ ସଂଖ୍ୟା ୩୮୬କୁ ବୃଦ୍ଧି ପାଇଛି। ଶୁକ୍ରବାର ନୂଆ କରି ୧୮ ଜଣ ଆକ୍ରାନ୍ତ ହୋଇଛନ୍ତି। ସ୍ୱାସ୍ଥ୍ୟ ବିଭାଗ ସମସ୍ତ ଜିଲା ମୁଖ୍ୟ ଚିକିତ୍ସା ଅଧିକାରୀଙ୍କୁ ସତର୍କ ରହିବାକୁ ନିର୍ଦ୍ଦେଶ ଦେଇଛି। bbox=[899, 2101, 1130, 2188]
zodiac-entry: ♊ ମିଥୁନ: ନୂଆ କାର୍ଯ୍ୟ ଆରମ୍ଭ ପାଇଁ ଦିନଟି ଅନୁକୂଳ। ସ୍ୱାସ୍ଥ୍ୟ ପ୍ରତି ଧ୍ୟାନ ଦିଅନ୍ତୁ। ବନ୍ଧୁଙ୍କ ସହଯୋଗ ମିଳିବ। ନୂଆ କାର୍ଯ୍ୟ ଆରମ୍ଭ ପାଇଁ ଦିନଟି ଅନୁକୂଳ। ସ୍ୱାସ୍ଥ୍ୟ ପ୍ରତି ଧ୍ୟାନ ଦିଅନ୍ତୁ। ବନ୍ଧୁଙ୍କ ସହଯୋଗ ମିଳିବ। ନୂଆ କାର୍ଯ୍ୟ ଆରମ୍ଭ ପାଇଁ ଦିନଟି ଅନୁକୂଳ। ସ୍ୱାସ୍ଥ୍ୟ ପ୍ରତି ଧ୍ୟାନ ଦିଅନ୍ତୁ। ବନ୍ଧୁଙ୍କ ସହଯୋଗ ମିଳିବ। bbox=[1136, 290, 1494, 363]
ad-code: ଓ-୫୦୬୯ bbox=[850, 2278, 884, 2289]
lamp-icon: 🪔 bbox=[24, 1958, 67, 1998]
classified-note-line: listed FREE in Dharitri Online Edition: www.dharitri.com bbox=[207, 2315, 507, 2326]
zodiac-name: ମିଥୁନ bbox=[1190, 290, 1215, 303]
zodiac-text: ସନ୍ତାନଙ୍କ ପ୍ରଗତିରେ ଖୁସି ହେବେ। ରାଜନୈତିକ କ୍ଷେତ୍ରରେ ସଫଳତା ମିଳିବ। ଦିନଟି ଶୁଭ। bbox=[1190, 968, 1494, 995]
memorial-note: ସମୟ ଚାଲିଯାଏ, ସ୍ମୃତି ରହିଯାଏ। ତୁମକୁ ମନେ ପକାଉଛନ୍ତି ବାପା, ମାଆ, ଭଉଣୀ ଓ ସମସ୍ତ ପରିବାରବର୍ଗ। bbox=[716, 2239, 881, 2276]
sample-caption: ଶ୍ରୁତି ପରିବାରବର୍ଗ bbox=[189, 127, 257, 138]
zodiac-entry: ♒ କୁମ୍ଭ: ସହକର୍ମୀଙ୍କ ସହ ମତଭେଦ ଦୂର ହେବ। ଅର୍ଥ ନିବେଶ ପାଇଁ ସମୟ ଅନୁକୂଳ। ମନ ପ୍ରସନ୍ନ ରହିବ। ସହକର୍ମୀଙ୍କ ସହ ମତଭେଦ ଦୂର ହେବ। ଅର୍ଥ ନିବେଶ ପାଇଁ ସମୟ ଅନୁକୂଳ। ମନ ପ୍ରସନ୍ନ ରହିବ। ସହକର୍ମୀଙ୍କ ସହ ମତଭେଦ ଦୂର ହେବ। ଅର୍ଥ ନିବେଶ ପାଇଁ ସମୟ ଅନୁକୂଳ। ମନ ପ୍ରସନ୍ନ ରହିବ। bbox=[1136, 860, 1494, 933]
pisces-icon: ♓ bbox=[1136, 939, 1184, 987]
lead-body bbox=[572, 208, 1125, 780]
memorial-note: ତୁମ ସ୍ମୃତି ଆମ ହୃଦୟରେ ସଦା ଜାଗ୍ରତ। ପ୍ରଥମ ଶ୍ରାଦ୍ଧବାର୍ଷିକୀରେ ଶ୍ରଦ୍ଧାଞ୍ଜଳି ଅର୍ପଣ କରୁଛନ୍ତି ସମସ୍ତ ପରିବାରବର୍ଗ। bbox=[4, 2239, 152, 2276]
dateline: ରାୟଗଡ଼ା, ତା୧୮।୮।୨୦୧୩ ରିଖ, ରବିବାର bbox=[1226, 7, 1487, 27]
birthday-banner: ଜନ୍ମଦିନ ଶୁଭେଚ୍ଛା bbox=[10, 706, 178, 725]
ad-blurb: ମାମାଙ୍କୁ ଶୁଭକାମନା ଓ ଆଶୀର୍ବାଦ ଦେଉଛନ୍ତି ମାମା, ମାଉସୀ, ଜେଜେବାପା, ଜେଜେମା, ଭାଇ, ଭଉଣୀ ଓ ସମସ୍ତ ପରିବାରବର୍ଗ। bbox=[12, 369, 175, 406]
lead-headline: ‘ମୋ ଝିଅର ମୃତ୍ୟୁକୁ ନେଇ bbox=[614, 45, 1083, 99]
story-paragraph: ଦେଓଗଡ଼,୧୭।୮(ଡି.ଏନ୍.ଏ.)–ବନଜଙ୍ଗଲ ବ୍ଲକ ଅନ୍ତର୍ଗତ ଏକ ଗାଁରେ ଝାଡ଼ାବାନ୍ତି ଦେଖାଦେଇଛି। ଜଣେ ଶିଶୁର ମୃତ୍ୟୁ ହୋଇଥିବା ବେଳେ ଆଉ ୩ ଜଣ ଆକ୍ରାନ୍ତ ହୋଇ ମେଡ଼ିକାଲରେ ଚିକିତ୍ସିତ ହେଉଛନ୍ତି। bbox=[192, 795, 562, 837]
birthday-banner: Happy Birthday bbox=[198, 232, 368, 253]
memorial-name: ସ୍ୱର୍ଗତ କୌଶିକ ମଲ୍ଲିକ (ସୋନୁ) bbox=[728, 2194, 872, 2207]
classified-note-line: Your CLASSIFIED ADVERTISEMENT published in DHARITRI will be bbox=[184, 2301, 530, 2312]
story-paragraph: ମୃତ ନାବାଳିକାଙ୍କ ପରିବାରକୁ ସାନ୍ତ୍ୱନା ଦେବା ପାଇଁ ବିଭିନ୍ନ ରାଜନୈତିକ ଦଳର ନେତା ଗାଁକୁ ଆସୁଛନ୍ତି। କିନ୍ତୁ ବାପା କହିଛନ୍ତି ଯେ ସେ କେବଳ ନ୍ୟାୟ ଚାହାଁନ୍ତି ଏବଂ ଦୋଷୀଙ୍କୁ କଠୋର ଦଣ୍ଡ ମିଳୁ। bbox=[948, 318, 1125, 390]
story-paragraph: ଭୁବନେଶ୍ୱର,୧୭।୮(ବ୍ୟୁରୋ)–ପ୍ରାୟ ଦଶ ବର୍ଷ ପରେ ରାଜ୍ୟରେ ସବଅର୍ଡିନେଟ ସର୍ଭିସ ସିଲେକ୍ସନ ବୋର୍ଡ ପୁଣି କାର୍ଯ୍ୟକ୍ଷମ ହେବ। ସରକାର ଏ ସମ୍ପର୍କରେ ଏକ ଅଧ୍ୟାଦେଶ ଜାରି କରିଛନ୍ତି। ବୋର୍ଡ ଜରିଆରେ ବିଭିନ୍ନ ବିଭାଗର ତୃତୀୟ ଶ୍ରେଣୀ ପଦବୀ ପୂରଣ କରାଯିବ। ଏହା ଦ୍ୱାରା ନିଯୁକ୍ତି ପ୍ରକ୍ରିୟା ସ୍ୱଚ୍ଛ ଓ ଦ୍ରୁତ ହେବ ବୋଲି ସରକାର ଆଶା ରଖିଛନ୍ତି। ବେକାର ଯୁବକଯୁବତୀମାନେ ଏହି ନିଷ୍ପତ୍ତିକୁ ସ୍ୱାଗତ କରିଛନ୍ତି। bbox=[933, 1497, 1125, 1644]
story-paragraph: କେନ୍ଦ୍ରାପଡ଼ା ଅଫିସ,୧୭।୮– ଗୁରୁବାରଦିନ ପୋଲିସ ଯୋଗାଇଥିବା ଗାଡ଼ିରେ ସ୍ୱର୍ଗତା ଝିଅର ମୃତଦେହକୁ ନେଇ ଗାଁକୁ ଫେରିଥିବା ବାପା ଗଭୀର ଦୁଃଖ ସହ କହିଥିଲେ ଯେ, ତାଙ୍କ ଝିଅର ମୃତ୍ୟୁକୁ ନେଇ କୌଣସି ରାଜନୀତି କରା ନ ଯାଉ। ପରିବାର ଲୋକେ ଏବେ ବି ଶୋକରେ ମ୍ରିୟମାଣ। bbox=[760, 209, 937, 311]
story-paragraph: ପୋଲିସ ଅଭିଯୁକ୍ତକୁ ଚିହ୍ନଟ କରି ଗିରଫ କରିବା ପାଇଁ ଚଢ଼ଉ କରୁଛି। ପୀଡ଼ିତାଙ୍କୁ ଡାକ୍ତରୀ ପରୀକ୍ଷା ପାଇଁ ହସ୍ପିଟାଲ ପଠାଯାଇଛି। ମହିଳା ସଂଗଠନ ଘଟଣାକୁ ତୀବ୍ର ନିନ୍ଦା କରିଛନ୍ତି। bbox=[572, 849, 937, 970]
story-paragraph: ଭୁବନେଶ୍ୱର,୧୭।୮(ବ୍ୟୁରୋ)–ରାଜଧାନୀରେ ପୁଣି ଏକ ଲଜ୍ଜାଜନକ ଘଟଣା ଘଟିଛି। ଜଣେ ଭିନ୍ନକ୍ଷମ ଛାତ୍ରୀଙ୍କୁ ବଳାତ୍କାର କରାଯାଇଥିବା ଅଭିଯୋଗ ହୋଇଛି। ପୀଡ଼ିତାଙ୍କ ପରିବାର ଥାନାରେ ଏତଲା ଦେବା ପରେ ପୋଲିସ ତଦନ୍ତ ଆରମ୍ଭ କରିଛି। bbox=[760, 849, 1125, 955]
zodiac-text: ଆଜି କର୍ମକ୍ଷେତ୍ରରେ କିଛି ସମସ୍ୟା ଦେଖାଦେବ। ପରିବାରରେ ଶାନ୍ତି ବଜାୟ ରହିବ। ଆର୍ଥିକ ଦିଗରୁ ଦିନଟି ମଧ୍ୟମ ରହିବ। bbox=[1190, 148, 1494, 190]
story-paragraph: ଗାଁର ମହିଳାମାନେ ମଧ୍ୟ ନ୍ୟାୟ ଦାବି କରି ଶାନ୍ତିପୂର୍ଣ୍ଣ ଧାରଣା ଦେଇଛନ୍ତି। ପରିବାର ଲୋକେ ମୁଖ୍ୟମନ୍ତ୍ରୀଙ୍କୁ ସାକ୍ଷାତ କରି ଦୋଷୀଙ୍କ ଦ୍ରୁତ ବିଚାର ଦାବି କରିବେ ବୋଲି ଜଣାପଡ଼ିଛି। bbox=[760, 476, 937, 548]
story-paragraph: ଭୁବନେଶ୍ୱର,୧୭।୮(ଡି.ଏନ୍.ଏ.)–ମହାକାଳପଡ଼ା ପୀଡ଼ିତାଙ୍କ ମୃତ୍ୟୁ ପାଇଁ ରାଜ୍ୟ ସରକାରଙ୍କୁ ଦାୟୀ କରି କଂଗ୍ରେସ ଏକ ପ୍ରତିନିଧି ଦଳ ଶୁକ୍ରବାର ରାଜ୍ୟପାଳଙ୍କୁ ଭେଟି ସ୍ମାରକପତ୍ର ପ୍ରଦାନ କରିଛି। ପ୍ରଦେଶ କଂଗ୍ରେସ ସଭାପତିଙ୍କ ନେତୃତ୍ୱରେ ପ୍ରତିନିଧି ଦଳ ରାଜ୍ୟରେ ଆଇନଶୃଙ୍ଖଳା ଅବନତି, ମହିଳା ନିର୍ଯାତନା ବୃଦ୍ଧି ଏବଂ ସରକାରଙ୍କ ନିଷ୍କ୍ରିୟତା ସମ୍ପର୍କରେ ଅବଗତ କରାଇଛନ୍ତି। କଂଗ୍ରେସ ମୁଖ୍ୟମନ୍ତ୍ରୀଙ୍କ ଇସ୍ତଫା ଦାବି କରି ଆଗାମୀ ଦିନରେ ରାଜ୍ୟବ୍ୟାପୀ ଆନ୍ଦୋଳନ କରିବ ବୋଲି ଘୋଷଣା କରିଛି। ପ୍ରତିନିଧି ଦଳରେ ବିଧାୟକ, ସାଂସଦ ଓ ବରିଷ୍ଠ ନେତାମାନେ ସାମିଲ ଥିଲେ। bbox=[546, 1559, 712, 1796]
story-paragraph: ନବରଙ୍ଗପୁର,୧୭।୮(ଡି.ଏନ୍.ଏ.)–ଟିକସ ଫାଙ୍କି ଅବୈଧ ଭାବେ ପରିବହନ କରାଯାଉଥିବା ୧୫ କୁଇଣ୍ଟାଲ ଚିନି ବାଣିଜ୍ୟ କର ବିଭାଗ ଜବତ କରିଛି। ଗୋପନ ସୂଚନା ଆଧାରରେ ଚଢ଼ଉ କରି ଏକ ଟ୍ରକକୁ ଅଟକାଯାଇଥିଲା। ଚାଳକ ବୈଧ କାଗଜପତ୍ର ଦେଖାଇ ନ ପାରିବାରୁ ମାଲ ଜବତ କରାଯାଇ ଜରିମାନା ଆଦାୟ ପ୍ରକ୍ରିୟା ଆରମ୍ଭ ହୋଇଛି। bbox=[1136, 2059, 1494, 2116]
zodiac-name: ମକର bbox=[1190, 796, 1215, 809]
child-name: ରାହୁଲ ମେହେର (ଭାଇ) bbox=[226, 571, 342, 586]
birthday-banner: ପ୍ରଥମ ଜନ୍ମବାର୍ଷିକୀ ଶୁଭେଚ୍ଛା bbox=[386, 232, 464, 274]
coupon-field[interactable]: ଜନ୍ମ ତାରିଖ.............................. bbox=[10, 142, 168, 155]
balloon-icon bbox=[28, 780, 50, 808]
balloon-icon bbox=[334, 262, 356, 290]
ad-code: ଓ-୫୦୬୬ bbox=[141, 438, 176, 449]
taurus-icon: ♉ bbox=[1136, 212, 1184, 260]
memorial-label: ପ୍ରଥମ ଶ୍ରାଦ୍ଧବାର୍ଷିକୀ bbox=[219, 2020, 317, 2033]
lead-headline: ରାଜନୀତି କରା ନ ଯାଉ’ bbox=[650, 109, 1047, 163]
balloon-icon bbox=[32, 232, 54, 260]
zodiac-name: ବିଛା bbox=[1190, 668, 1207, 681]
zodiac-entry: ♐ ଧନୁ: କାର୍ଯ୍ୟରେ ବିଳମ୍ବ ହେବ। ଧୈର୍ଯ୍ୟ ରଖନ୍ତୁ। ସ୍ୱାସ୍ଥ୍ୟ ସାମାନ୍ୟ ଖରାପ ହୋଇପାରେ। କାର୍ଯ୍ୟରେ ବିଳମ୍ବ ହେବ। ଧୈର୍ଯ୍ୟ ରଖନ୍ତୁ। ସ୍ୱାସ୍ଥ୍ୟ ସାମାନ୍ୟ ଖରାପ ହୋଇପାରେ। କାର୍ଯ୍ୟରେ ବିଳମ୍ବ ହେବ। ଧୈର୍ଯ୍ୟ ରଖନ୍ତୁ। ସ୍ୱାସ୍ଥ୍ୟ ସାମାନ୍ୟ ଖରାପ ହୋଇପାରେ। bbox=[1136, 732, 1494, 790]
sample-photo bbox=[276, 52, 352, 124]
story-headline: ପୌର ନିର୍ବାଚନରେ ବିଜେଡି ସହ ସିପିଆଇ ମେଣ୍ଟ କରିବନି bbox=[1161, 1572, 1469, 1641]
memorial-date: ଆବିର୍ଭାବ: ୦୬।୦୩।୧୯୮୯ ତିରୋଧାନ: ୨୩।୦୮।୨୦୧୧ bbox=[723, 2209, 877, 2233]
zodiac-text: ଛାତ୍ରଛାତ୍ରୀଙ୍କ ପାଇଁ ଦିନଟି ଶୁଭ। ଧନାଗମର ନୂଆ ପଥ ଖୋଲିବ। ଜୀବନସାଥୀଙ୍କ ସହଯୋଗ ମିଳିବ। bbox=[1190, 526, 1494, 553]
scorpio-icon: ♏ bbox=[1136, 668, 1184, 716]
balloon-icon bbox=[16, 746, 38, 774]
story-paragraph: ଗାଁର ମହିଳାମାନେ ମଧ୍ୟ ନ୍ୟାୟ ଦାବି କରି ଶାନ୍ତିପୂର୍ଣ୍ଣ ଧାରଣା ଦେଇଛନ୍ତି। ପରିବାର ଲୋକେ ମୁଖ୍ୟମନ୍ତ୍ରୀଙ୍କୁ ସାକ୍ଷାତ କରି ଦୋଷୀଙ୍କ ଦ୍ରୁତ ବିଚାର ଦାବି କରିବେ ବୋଲି ଜଣାପଡ଼ିଛି। bbox=[572, 476, 749, 548]
story-paragraph: ଭୁବନେଶ୍ୱର,୧୭।୮(ବ୍ୟୁରୋ)–ପ୍ରାୟ ଦଶ ବର୍ଷ ପରେ ରାଜ୍ୟରେ ସବଅର୍ଡିନେଟ ସର୍ଭିସ ସିଲେକ୍ସନ ବୋର୍ଡ ପୁଣି କାର୍ଯ୍ୟକ୍ଷମ ହେବ। ସରକାର ଏ ସମ୍ପର୍କରେ ଏକ ଅଧ୍ୟାଦେଶ ଜାରି କରିଛନ୍ତି। ବୋର୍ଡ ଜରିଆରେ ବିଭିନ୍ନ ବିଭାଗର ତୃତୀୟ ଶ୍ରେଣୀ ପଦବୀ ପୂରଣ କରାଯିବ। ଏହା ଦ୍ୱାରା ନିଯୁକ୍ତି ପ୍ରକ୍ରିୟା ସ୍ୱଚ୍ଛ ଓ ଦ୍ରୁତ ହେବ ବୋଲି ସରକାର ଆଶା ରଖିଛନ୍ତି। ବେକାର ଯୁବକଯୁବତୀମାନେ ଏହି ନିଷ୍ପତ୍ତିକୁ ସ୍ୱାଗତ କରିଛନ୍ତି। bbox=[933, 1651, 1125, 1798]
protest-march-illustration bbox=[193, 1047, 1125, 1376]
story-headline: ନନ୍ଦନକାନନରେ ସିଂହର ମୃତ୍ୟୁ bbox=[22, 1441, 164, 1483]
story-paragraph: ଭୁବନେଶ୍ୱର,୧୭।୮(ବ୍ୟୁରୋ)–ପ୍ରାୟ ଦଶ ବର୍ଷ ପରେ ରାଜ୍ୟରେ ସବଅର୍ଡିନେଟ ସର୍ଭିସ ସିଲେକ୍ସନ ବୋର୍ଡ ପୁଣି କାର୍ଯ୍ୟକ୍ଷମ ହେବ। ସରକାର ଏ ସମ୍ପର୍କରେ ଏକ ଅଧ୍ୟାଦେଶ ଜାରି କରିଛନ୍ତି। ବୋର୍ଡ ଜରିଆରେ ବିଭିନ୍ନ ବିଭାଗର ତୃତୀୟ ଶ୍ରେଣୀ ପଦବୀ ପୂରଣ କରାଯିବ। ଏହା ଦ୍ୱାରା ନିଯୁକ୍ତି ପ୍ରକ୍ରିୟା ସ୍ୱଚ୍ଛ ଓ ଦ୍ରୁତ ହେବ ବୋଲି ସରକାର ଆଶା ରଖିଛନ୍ତି। ବେକାର ଯୁବକଯୁବତୀମାନେ ଏହି ନିଷ୍ପତ୍ତିକୁ ସ୍ୱାଗତ କରିଛନ୍ତି। bbox=[729, 1651, 921, 1798]
story-paragraph: ଘଟଣାକୁ ନେଇ ଗାଁରେ ଉତ୍ତେଜନା ଦେଖାଦେଇଥିବାରୁ ପୋଲିସ ସତର୍କତାମୂଳକ ପଦକ୍ଷେପ ନେଇଛି। ସ୍ଥାନୀୟ ପ୍ରଶାସନ ପରିବାରକୁ ସହାୟତା ରାଶି ଘୋଷଣା କରିଛି ଏବଂ ଉଚ୍ଚସ୍ତରୀୟ ତଦନ୍ତ ଚାଲିଛି। bbox=[760, 397, 937, 469]
story-paragraph: ବାରଙ୍ଗ,୧୭।୮(ଡି.ଏନ୍.ଏ.)–ପ୍ରାଣୀ ଉଦ୍ୟାନ ନନ୍ଦନକାନନରେ ଏକ ସିଂହର ମୃତ୍ୟୁ ହୋଇଛି। ବାର୍ଦ୍ଧକ୍ୟଜନିତ ରୋଗରେ ପୀଡ଼ିତ ଥିବା ସିଂହଟିକୁ କିଛି ଦିନ ହେଲା ଚିକିତ୍ସା ଦିଆଯାଉଥିଲା। ଶବ ବ୍ୟବଚ୍ଛେଦ ପରେ ନିୟମ ଅନୁଯାୟୀ ଶବକୁ ପୋଡ଼ି ଦିଆଯାଇଛି। bbox=[4, 1489, 182, 1576]
memorial-note: ମହାପ୍ରଭୁ ଶ୍ରୀଜଗନ୍ନାଥଙ୍କ ନିକଟରେ ତୁମ ଆତ୍ମାର ସଦ୍‌ଗତି ପ୍ରାର୍ଥନା କରୁଛନ୍ତି ସମସ୍ତ ପରିବାରବର୍ଗ। bbox=[538, 2239, 699, 2276]
column-rule bbox=[187, 40, 188, 1425]
memorial-label: ପ୍ରଥମ ଶ୍ରାଦ୍ଧବାର୍ଷିକୀ bbox=[397, 2020, 495, 2033]
libra-icon: ♎ bbox=[1136, 604, 1184, 652]
coupon-field[interactable]: .............................. bbox=[10, 124, 115, 137]
story-paragraph: ଘଟଣାକୁ ନେଇ ଗାଁରେ ଉତ୍ତେଜନା ଦେଖାଦେଇଥିବାରୁ ପୋଲିସ ସତର୍କତାମୂଳକ ପଦକ୍ଷେପ ନେଇଛି। ସ୍ଥାନୀୟ ପ୍ରଶାସନ ପରିବାରକୁ ସହାୟତା ରାଶି ଘୋଷଣା କରିଛି ଏବଂ ଉଚ୍ଚସ୍ତରୀୟ ତଦନ୍ତ ଚାଲିଛି। bbox=[948, 397, 1125, 469]
story-lion bbox=[4, 1440, 182, 1935]
memorial-date: ଦେହାନ୍ତ: ୧୦।୦୭।୨୦୧୩ bbox=[576, 2222, 672, 2233]
page-header bbox=[0, 0, 1497, 34]
photo-size-note: ଏଠାରେ ୨x୨ ସେ.ମି. ଫଟୋ ଲଗାନ୍ତୁ bbox=[461, 52, 555, 158]
child-photo bbox=[284, 470, 370, 568]
memorial-card bbox=[360, 2020, 532, 2330]
coupon-instructions: ଶୁଭେଚ୍ଛା: ଏହି କୁପନ ବ୍ୟବହାର କରି ଶିଶୁଙ୍କ ଫଟୋ ସହ ଶୁଭେଚ୍ଛା ବାର୍ତ୍ତା ପଠାନ୍ତୁ। ଧରିତ୍ରୀ, ବି-୨୬, ଇଣ୍ଡଷ୍ଟ୍ରିଆଲ ଏଷ୍ଟେଟ, ଭୁବନେଶ୍ୱର-୧୦ ଠିକଣାରେ ପଠାନ୍ତୁ। bbox=[12, 165, 539, 189]
story-paragraph: ଭୁବନେଶ୍ୱର,୧୭।୮(ବ୍ୟୁରୋ)–ରାଜଧାନୀରେ ପୁଣି ଏକ ଲଜ୍ଜାଜନକ ଘଟଣା ଘଟିଛି। ଜଣେ ଭିନ୍ନକ୍ଷମ ଛାତ୍ରୀଙ୍କୁ ବଳାତ୍କାର କରାଯାଇଥିବା ଅଭିଯୋଗ ହୋଇଛି। ପୀଡ଼ିତାଙ୍କ ପରିବାର ଥାନାରେ ଏତଲା ଦେବା ପରେ ପୋଲିସ ତଦନ୍ତ ଆରମ୍ଭ କରିଛି। bbox=[572, 849, 749, 936]
cancer-icon: ♋ bbox=[1136, 369, 1184, 417]
zodiac-text: କାର୍ଯ୍ୟରେ ବିଳମ୍ବ ହେବ। ଧୈର୍ଯ୍ୟ ରଖନ୍ତୁ। ସ୍ୱାସ୍ଥ୍ୟ ସାମାନ୍ୟ ଖରାପ ହୋଇପାରେ। bbox=[1190, 747, 1494, 774]
zodiac-text: ବ୍ୟବସାୟୀଙ୍କ ପାଇଁ ଲାଭଦାୟକ ଦିନ। ନୂଆ ଯୋଜନା ସଫଳ ହେବ। ଗୃହରେ ଶୁଭ କାର୍ଯ୍ୟ ହେବ। bbox=[1190, 797, 1494, 824]
facts-title: କିଛି ତଥ୍ୟ bbox=[34, 942, 152, 963]
coupon-field[interactable]: ନାମ.............................. bbox=[10, 88, 132, 101]
balloon-icon bbox=[40, 742, 62, 770]
